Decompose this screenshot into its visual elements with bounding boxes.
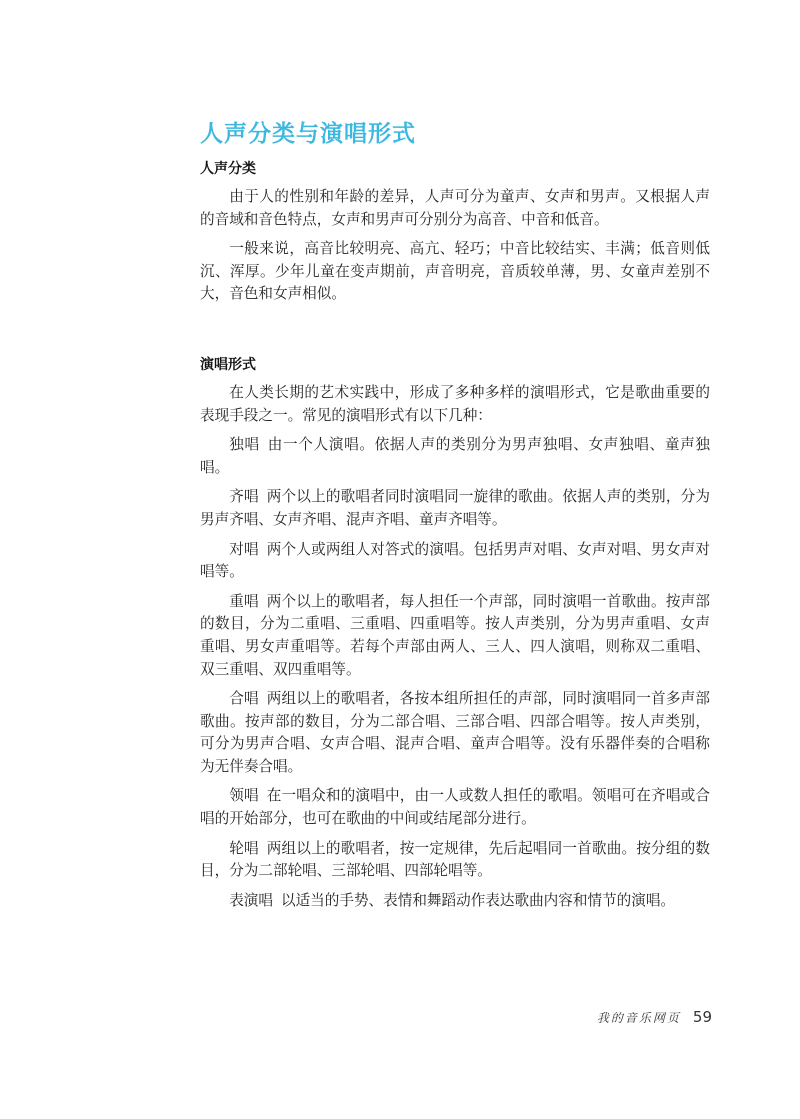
form-description: 两组以上的歌唱者，各按本组所担任的声部，同时演唱同一首多声部歌曲。按声部的数目，分为二部合唱、三部合唱、四部合唱等。按人声类别，可分为男声合唱、女声合唱、混声合唱、童声合唱等。没有乐器伴奏的合唱称为无伴奏合唱。	[200, 690, 710, 775]
section-voice-classification	[200, 158, 710, 306]
page-content	[200, 118, 710, 912]
form-item-round	[200, 838, 710, 883]
form-term: 合唱	[229, 690, 259, 708]
form-description: 两个人或两组人对答式的演唱。包括男声对唱、女声对唱、男女声对唱等。	[200, 540, 710, 581]
form-description: 两个以上的歌唱者，每人担任一个声部，同时演唱一首歌曲。按声部的数目，分为二重唱、三重唱、四重唱等。按人声类别，分为男声重唱、女声重唱、男女声重唱等。若每个声部由两人、三人、四人演唱，则称双二重唱、双三重唱、双四重唱等。	[200, 592, 710, 678]
form-description: 两组以上的歌唱者，按一定规律，先后起唱同一首歌曲。按分组的数目，分为二部轮唱、三部轮唱、四部轮唱等。	[200, 839, 710, 880]
form-description: 由一个人演唱。依据人声的类别分为男声独唱、女声独唱、童声独唱。	[200, 436, 710, 476]
form-term: 领唱	[229, 787, 259, 805]
form-term: 独唱	[229, 436, 260, 454]
form-term: 对唱	[229, 540, 259, 558]
footer-book-title: 我的音乐网页	[596, 1011, 681, 1025]
form-description: 在一唱众和的演唱中，由一人或数人担任的歌唱。领唱可在齐唱或合唱的开始部分，也可在歌曲的中间或结尾部分进行。	[200, 787, 710, 828]
form-item-performance	[200, 890, 710, 913]
paragraph: 一般来说，高音比较明亮、高亢、轻巧；中音比较结实、丰满；低音则低沉、浑厚。少年儿童在变声期前，声音明亮，音质较单薄，男、女童声差别不大，音色和女声相似。	[200, 240, 710, 303]
form-item-ensemble	[200, 591, 710, 681]
section-heading-voice: 人声分类	[200, 161, 256, 177]
form-item-unison	[200, 486, 710, 531]
page-footer	[597, 1008, 712, 1026]
form-description: 两个以上的歌唱者同时演唱同一旋律的歌曲。依据人声的类别，分为男声齐唱、女声齐唱、混声齐唱、童声齐唱等。	[200, 488, 710, 528]
form-term: 轮唱	[229, 839, 259, 857]
form-item-chorus	[200, 688, 710, 778]
paragraph: 由于人的性别和年龄的差异，人声可分为童声、女声和男声。又根据人声的音域和音色特点，女声和男声可分别分为高音、中音和低音。	[200, 188, 710, 228]
form-term: 重唱	[229, 592, 259, 610]
form-description: 以适当的手势、表情和舞蹈动作表达歌曲内容和情节的演唱。	[280, 891, 676, 909]
form-term: 表演唱	[229, 891, 273, 909]
form-term: 齐唱	[229, 488, 259, 506]
form-item-solo	[200, 434, 710, 479]
form-item-lead	[200, 785, 710, 830]
page-number: 59	[692, 1008, 712, 1026]
page-title: 人声分类与演唱形式	[200, 121, 416, 147]
section-heading-forms: 演唱形式	[200, 356, 256, 373]
section-singing-forms	[200, 354, 710, 912]
intro-paragraph: 在人类长期的艺术实践中，形成了多种多样的演唱形式，它是歌曲重要的表现手段之一。常见的演唱形式有以下几种：	[200, 383, 710, 424]
form-item-duet-dialogue	[200, 539, 710, 584]
